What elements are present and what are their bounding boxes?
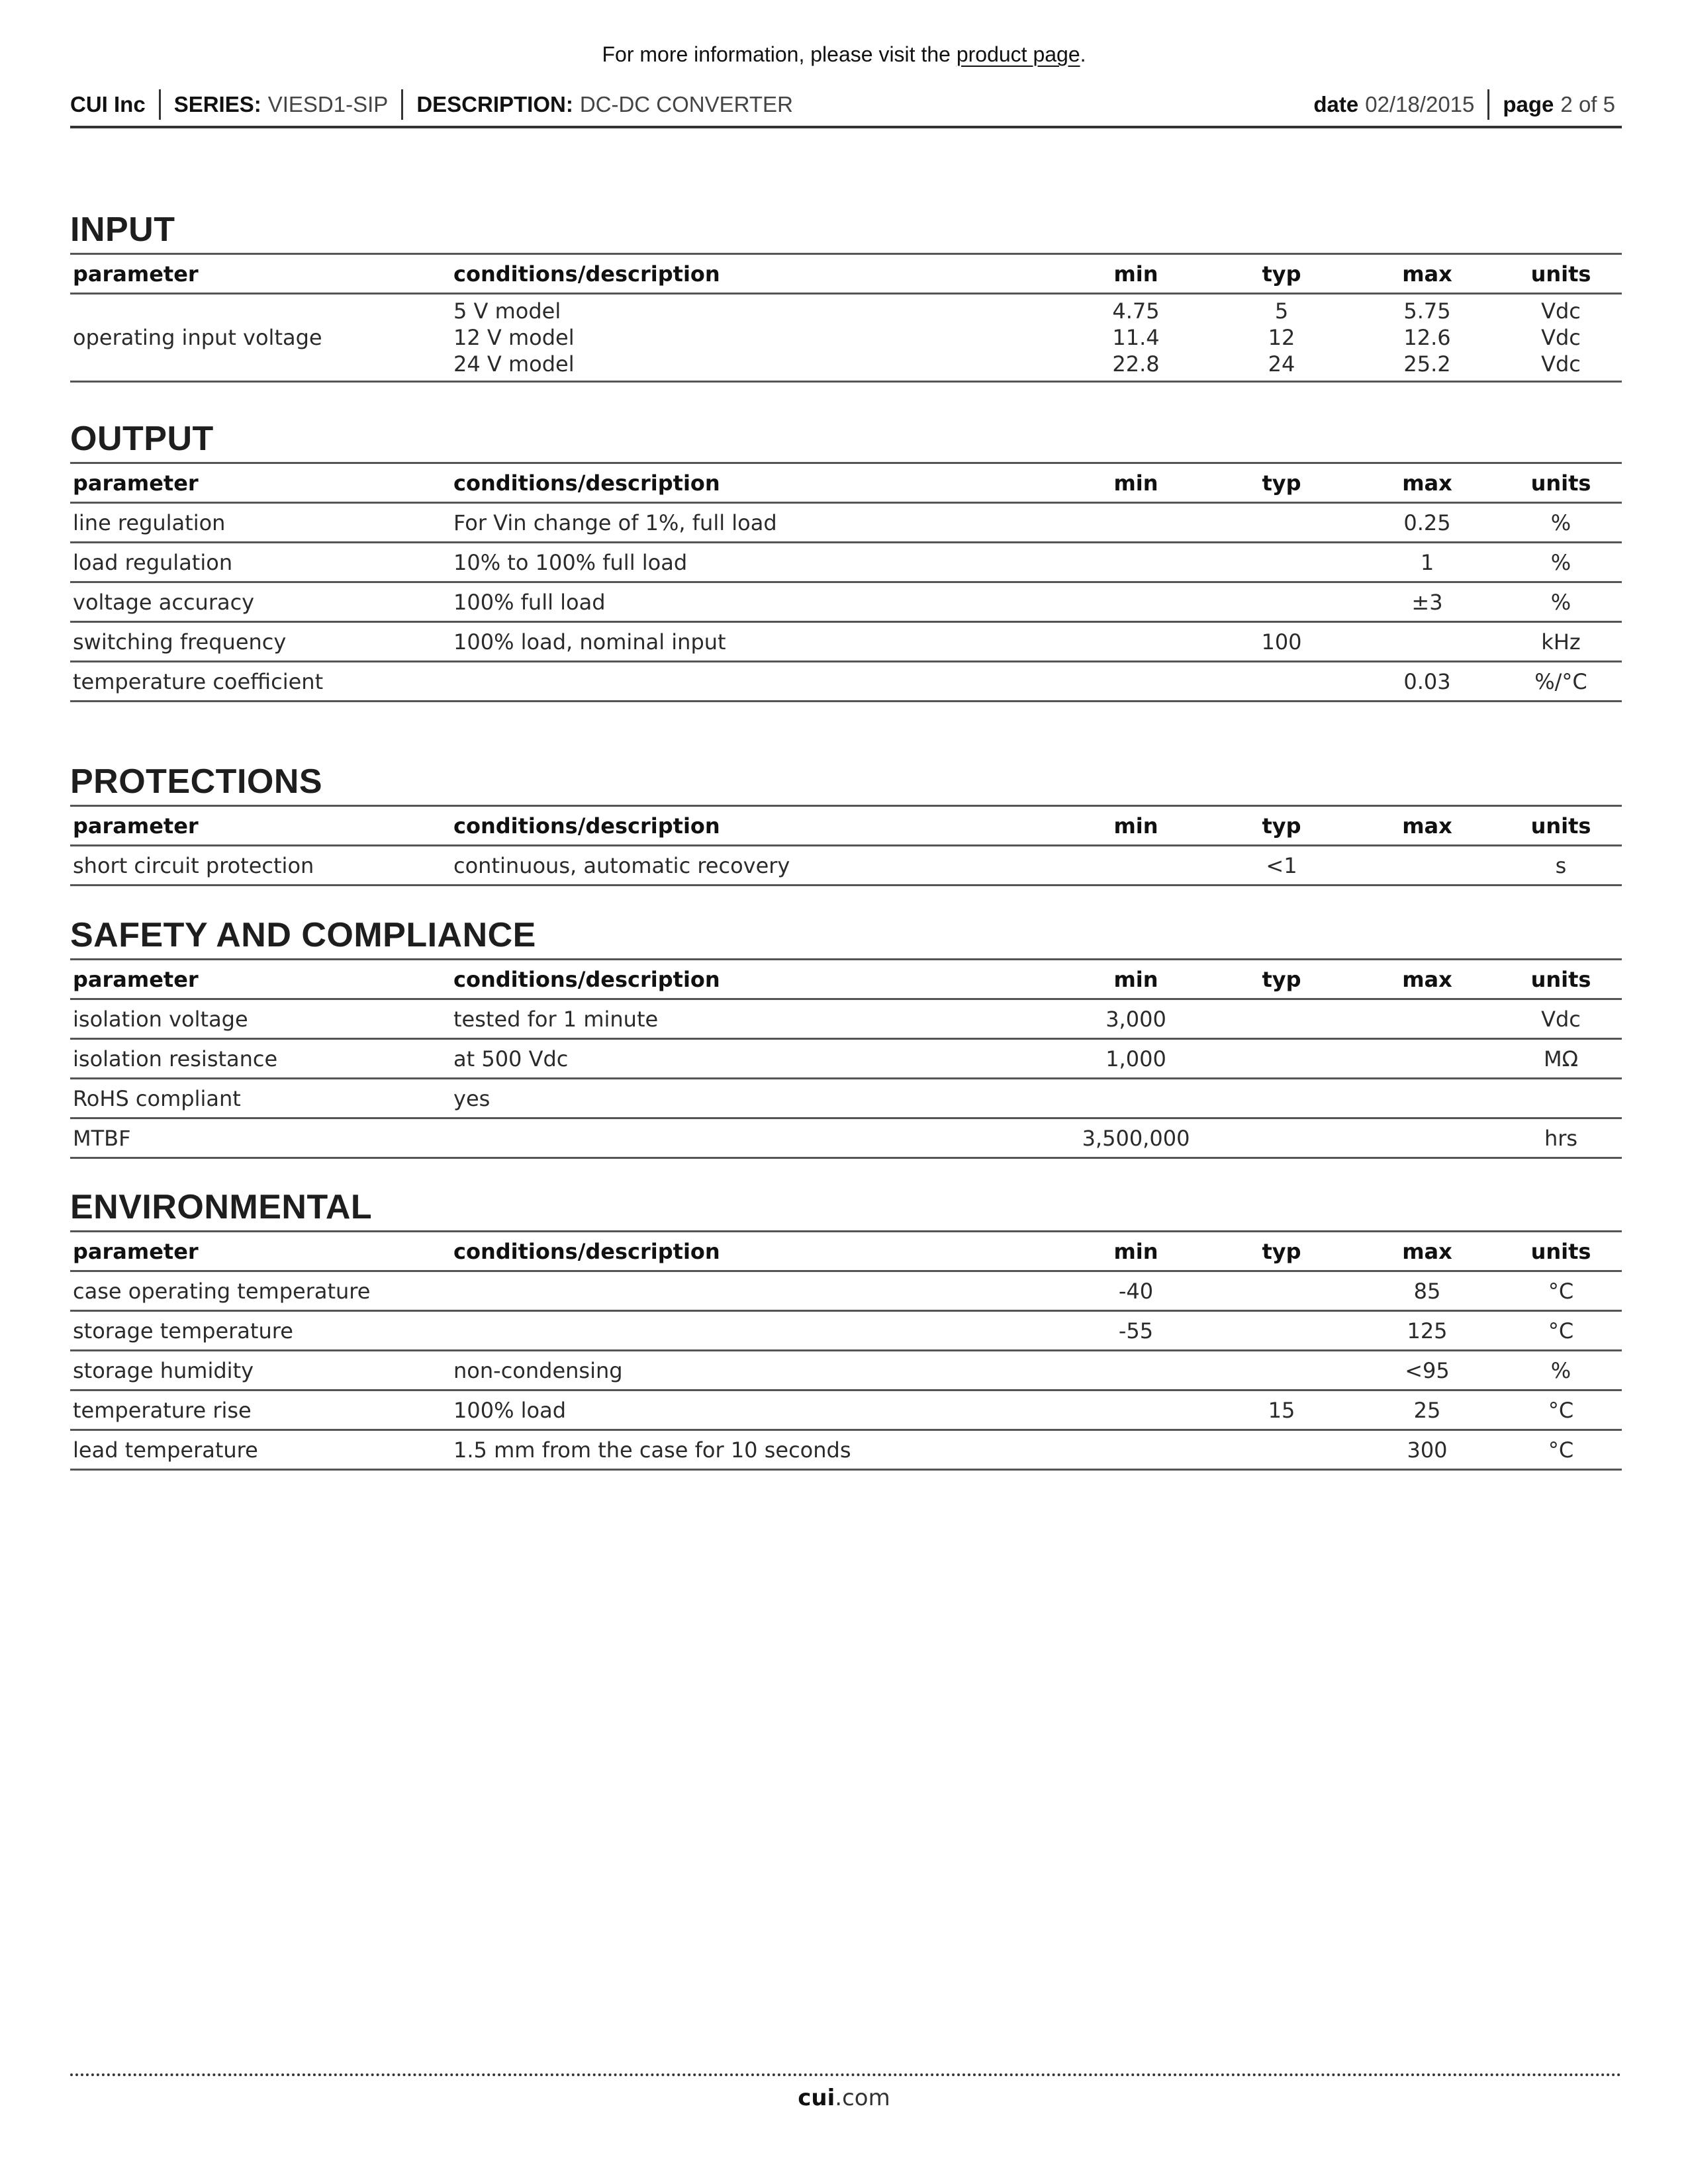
protections-section [70, 762, 1622, 886]
section-title: OUTPUT [70, 420, 214, 458]
cell-typ: 100 [1209, 622, 1354, 662]
header-left [70, 89, 793, 120]
cell-parameter: storage temperature [70, 1311, 451, 1351]
cell-parameter: storage humidity [70, 1351, 451, 1390]
table-row [70, 582, 1622, 622]
cell-max [1354, 1039, 1500, 1079]
cell-typ [1209, 582, 1354, 622]
cell-conditions: 100% full load [451, 582, 1063, 622]
header-max: max [1354, 463, 1500, 503]
date-value: 02/18/2015 [1365, 92, 1475, 116]
table-row [70, 294, 1622, 382]
typ-value: 5 [1274, 298, 1289, 324]
input-section [70, 210, 1622, 383]
description-label: DESCRIPTION: [416, 92, 573, 116]
section-title: PROTECTIONS [70, 762, 323, 801]
cell-conditions: 100% load [451, 1390, 1063, 1430]
cell-units: hrs [1500, 1118, 1622, 1158]
min-value: 4.75 [1112, 298, 1160, 324]
cell-units: % [1500, 582, 1622, 622]
description-value: DC-DC CONVERTER [579, 92, 793, 116]
table-row [70, 662, 1622, 702]
cell-parameter: switching frequency [70, 622, 451, 662]
cell-conditions [451, 1271, 1063, 1311]
max-value: 25.2 [1403, 351, 1451, 377]
header-parameter: parameter [70, 806, 451, 846]
top-info-period: . [1080, 42, 1086, 66]
cell-parameter: temperature rise [70, 1390, 451, 1430]
condition-line: 24 V model [453, 351, 575, 377]
table-row [70, 503, 1622, 543]
cell-min [1063, 1390, 1209, 1430]
cell-units: °C [1500, 1271, 1622, 1311]
cell-min [1063, 1079, 1209, 1118]
header-min: min [1063, 1232, 1209, 1271]
cell-min [1063, 294, 1209, 382]
cell-parameter: case operating temperature [70, 1271, 451, 1311]
header-typ: typ [1209, 960, 1354, 999]
min-value: 11.4 [1112, 325, 1160, 350]
cell-max: 85 [1354, 1271, 1500, 1311]
table-row [70, 1118, 1622, 1158]
header-typ: typ [1209, 254, 1354, 294]
cell-max [1354, 846, 1500, 886]
cell-typ [1209, 1311, 1354, 1351]
table-row [70, 1311, 1622, 1351]
page-footer [0, 2085, 1688, 2111]
typ-value: 12 [1268, 325, 1295, 350]
cell-units: °C [1500, 1390, 1622, 1430]
header-typ: typ [1209, 1232, 1354, 1271]
cell-parameter: isolation voltage [70, 999, 451, 1039]
cell-typ [1209, 543, 1354, 582]
unit-value: Vdc [1541, 325, 1581, 350]
safety-section [70, 916, 1622, 1159]
cell-min: 1,000 [1063, 1039, 1209, 1079]
cell-max: 0.03 [1354, 662, 1500, 702]
cell-min [1063, 846, 1209, 886]
protections-table [70, 805, 1622, 886]
cell-units: °C [1500, 1311, 1622, 1351]
cell-min: 3,500,000 [1063, 1118, 1209, 1158]
cell-parameter: isolation resistance [70, 1039, 451, 1079]
cell-min: 3,000 [1063, 999, 1209, 1039]
cell-max [1354, 294, 1500, 382]
cell-min [1063, 543, 1209, 582]
cell-conditions: 1.5 mm from the case for 10 seconds [451, 1430, 1063, 1470]
table-header-row [70, 1232, 1622, 1271]
cell-units: Vdc [1500, 999, 1622, 1039]
header-units: units [1500, 254, 1622, 294]
cell-max [1354, 622, 1500, 662]
footer-brand-domain: .com [835, 2085, 890, 2111]
cell-max [1354, 999, 1500, 1039]
table-header-row [70, 806, 1622, 846]
cell-units: % [1500, 543, 1622, 582]
section-title: ENVIRONMENTAL [70, 1188, 373, 1226]
section-title: SAFETY AND COMPLIANCE [70, 916, 536, 954]
table-row [70, 846, 1622, 886]
header-min: min [1063, 806, 1209, 846]
cell-units [1500, 294, 1622, 382]
header-parameter: parameter [70, 254, 451, 294]
top-info-text: For more information, please visit the [602, 42, 951, 66]
cell-conditions: continuous, automatic recovery [451, 846, 1063, 886]
table-header-row [70, 463, 1622, 503]
cell-max: <95 [1354, 1351, 1500, 1390]
header-right [1313, 89, 1615, 120]
typ-value: 24 [1268, 351, 1295, 377]
top-info-note [0, 42, 1688, 67]
cell-max: 300 [1354, 1430, 1500, 1470]
environmental-table [70, 1230, 1622, 1471]
header-min: min [1063, 960, 1209, 999]
cell-units: kHz [1500, 622, 1622, 662]
cell-units: MΩ [1500, 1039, 1622, 1079]
page-value: 2 of 5 [1560, 92, 1615, 116]
cell-typ [1209, 1079, 1354, 1118]
cell-units: % [1500, 503, 1622, 543]
header-max: max [1354, 1232, 1500, 1271]
cell-typ [1209, 1039, 1354, 1079]
cell-conditions: non-condensing [451, 1351, 1063, 1390]
header-conditions: conditions/description [451, 463, 1063, 503]
cell-min: -55 [1063, 1311, 1209, 1351]
cell-parameter: lead temperature [70, 1430, 451, 1470]
cell-min [1063, 662, 1209, 702]
cell-typ [1209, 1351, 1354, 1390]
cell-conditions [451, 662, 1063, 702]
cell-typ: 15 [1209, 1390, 1354, 1430]
cell-min [1063, 1430, 1209, 1470]
cell-max: 125 [1354, 1311, 1500, 1351]
cell-min [1063, 503, 1209, 543]
cell-conditions: 10% to 100% full load [451, 543, 1063, 582]
condition-line: 5 V model [453, 298, 561, 324]
header-max: max [1354, 806, 1500, 846]
cell-units: % [1500, 1351, 1622, 1390]
date-label: date [1313, 92, 1359, 116]
cell-conditions: For Vin change of 1%, full load [451, 503, 1063, 543]
header-conditions: conditions/description [451, 960, 1063, 999]
cell-max [1354, 1079, 1500, 1118]
table-row [70, 1390, 1622, 1430]
cell-typ [1209, 294, 1354, 382]
header-min: min [1063, 254, 1209, 294]
table-row [70, 1271, 1622, 1311]
cell-typ [1209, 1271, 1354, 1311]
table-row [70, 1079, 1622, 1118]
output-table [70, 462, 1622, 702]
header-conditions: conditions/description [451, 254, 1063, 294]
cell-typ: <1 [1209, 846, 1354, 886]
header-units: units [1500, 463, 1622, 503]
cell-parameter: temperature coefficient [70, 662, 451, 702]
cell-conditions [451, 1118, 1063, 1158]
footer-brand-bold: cui [798, 2085, 835, 2111]
header-min: min [1063, 463, 1209, 503]
cell-conditions [451, 294, 1063, 382]
input-table [70, 253, 1622, 383]
unit-value: Vdc [1541, 298, 1581, 324]
product-page-link[interactable]: product page [956, 42, 1080, 66]
table-row [70, 1039, 1622, 1079]
cell-conditions: tested for 1 minute [451, 999, 1063, 1039]
max-value: 5.75 [1403, 298, 1451, 324]
cell-conditions: at 500 Vdc [451, 1039, 1063, 1079]
header-units: units [1500, 1232, 1622, 1271]
header-typ: typ [1209, 806, 1354, 846]
header-units: units [1500, 806, 1622, 846]
environmental-section [70, 1188, 1622, 1471]
cell-units [1500, 1079, 1622, 1118]
cell-typ [1209, 1430, 1354, 1470]
series-value: VIESD1-SIP [267, 92, 389, 116]
min-value: 22.8 [1112, 351, 1160, 377]
header-divider [159, 89, 161, 120]
cell-max: ±3 [1354, 582, 1500, 622]
table-row [70, 622, 1622, 662]
cell-typ [1209, 1118, 1354, 1158]
section-title: INPUT [70, 210, 175, 249]
unit-value: Vdc [1541, 351, 1581, 377]
cell-units: °C [1500, 1430, 1622, 1470]
cell-conditions [451, 1311, 1063, 1351]
table-header-row [70, 254, 1622, 294]
cell-typ [1209, 503, 1354, 543]
cell-parameter: short circuit protection [70, 846, 451, 886]
cell-conditions: 100% load, nominal input [451, 622, 1063, 662]
footer-divider [70, 2073, 1622, 2076]
header-conditions: conditions/description [451, 1232, 1063, 1271]
cell-typ [1209, 999, 1354, 1039]
cell-units: s [1500, 846, 1622, 886]
header-parameter: parameter [70, 1232, 451, 1271]
company-name: CUI Inc [70, 92, 146, 116]
cell-parameter: operating input voltage [70, 294, 451, 382]
cell-typ [1209, 662, 1354, 702]
cell-parameter: line regulation [70, 503, 451, 543]
header-parameter: parameter [70, 463, 451, 503]
cell-min: -40 [1063, 1271, 1209, 1311]
header-units: units [1500, 960, 1622, 999]
cell-min [1063, 582, 1209, 622]
condition-line: 12 V model [453, 325, 575, 350]
table-header-row [70, 960, 1622, 999]
header-parameter: parameter [70, 960, 451, 999]
output-section [70, 420, 1622, 702]
header-max: max [1354, 254, 1500, 294]
table-row [70, 1430, 1622, 1470]
table-row [70, 999, 1622, 1039]
cell-min [1063, 1351, 1209, 1390]
header-divider [401, 89, 403, 120]
cell-parameter: voltage accuracy [70, 582, 451, 622]
table-row [70, 543, 1622, 582]
cell-parameter: load regulation [70, 543, 451, 582]
cell-parameter: MTBF [70, 1118, 451, 1158]
cell-max: 0.25 [1354, 503, 1500, 543]
header-typ: typ [1209, 463, 1354, 503]
cell-min [1063, 622, 1209, 662]
header-max: max [1354, 960, 1500, 999]
page-header [70, 89, 1622, 128]
page-label: page [1503, 92, 1554, 116]
cell-max: 25 [1354, 1390, 1500, 1430]
table-row [70, 1351, 1622, 1390]
cell-parameter: RoHS compliant [70, 1079, 451, 1118]
cell-max: 1 [1354, 543, 1500, 582]
max-value: 12.6 [1403, 325, 1451, 350]
cell-conditions: yes [451, 1079, 1063, 1118]
safety-table [70, 958, 1622, 1159]
header-divider [1487, 89, 1489, 120]
series-label: SERIES: [173, 92, 261, 116]
cell-max [1354, 1118, 1500, 1158]
cell-units: %/°C [1500, 662, 1622, 702]
header-conditions: conditions/description [451, 806, 1063, 846]
